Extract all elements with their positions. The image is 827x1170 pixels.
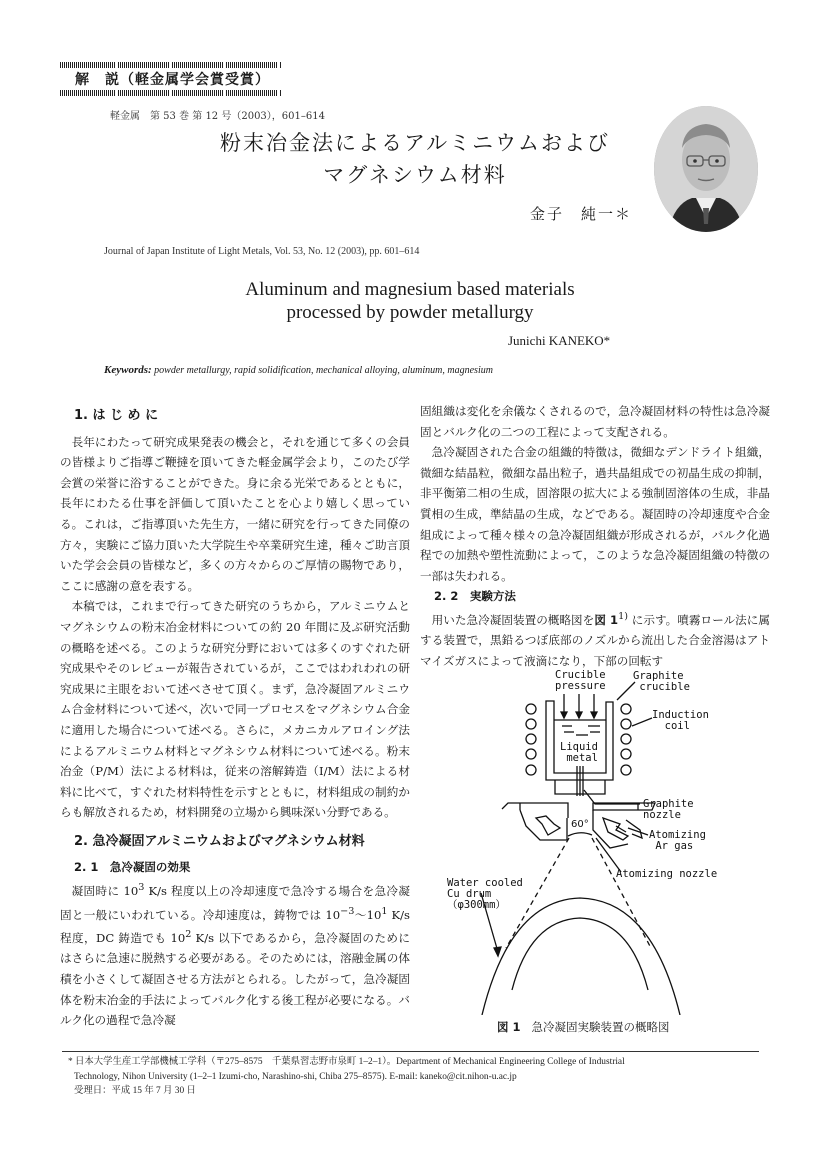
superscript: 2 — [185, 928, 192, 940]
label-water-cooled-drum — [447, 878, 523, 911]
label-text: Ar gas — [655, 840, 694, 852]
label-induction-coil — [652, 710, 709, 732]
label-graphite-crucible — [633, 671, 690, 693]
author-jp: 金子 純一＊ — [530, 205, 633, 223]
keywords — [104, 364, 493, 376]
journal-citation-en: Journal of Japan Institute of Light Metals, Vol. 53, No. 12 (2003), pp. 601–614 — [104, 246, 420, 257]
footnote-divider — [62, 1051, 759, 1052]
section-2-1-heading: 2. 1 急冷凝固の効果 — [74, 860, 191, 875]
section-2-2-heading: 2. 2 実験方法 — [434, 589, 516, 604]
section-1-heading: 1. は じ め に — [74, 408, 159, 423]
text-run: に示す。噴霧ロール法に属する装置で，黒鉛るつぼ底部のノズルから流出した合金溶湯はアトマイズガスによって液滴になり，下部の回転す — [420, 612, 770, 668]
footnote-address: Technology, Nihon University (1–2–1 Izumi-cho, Narashino-shi, Chiba 275–8575). E-mail: kaneko@cit.nihon-u.ac.jp — [74, 1071, 517, 1082]
label-text: Water cooled — [447, 877, 523, 889]
right-column — [420, 401, 770, 672]
text-run: 凝固時に 10 — [71, 883, 139, 898]
title-jp-line1: 粉末冶金法によるアルミニウムおよび — [220, 131, 610, 155]
label-graphite-nozzle: Graphite nozzle — [643, 798, 694, 821]
text-run: K/s 以下であるから，急冷凝固のためにはさらに急速に脱熱する必要がある。そのためには，溶融金属の体積を小さくして凝固させる方法がとられる。したがって，急冷凝固体を粉末冶金的手法によってバルク化する後工程が必要になる。バルク化の過程で急冷凝 — [60, 930, 411, 1028]
label-crucible-pressure — [555, 670, 606, 692]
text-run: 〜10 — [354, 907, 382, 922]
header-rule-bottom — [60, 90, 281, 96]
text-run: K/s 程度以上の冷却速度で急冷する場合を急冷凝固と一般にいわれている。冷却速度は，鋳物では 10 — [60, 883, 410, 922]
title-jp-line2: マグネシウム材料 — [323, 163, 507, 187]
title-en-line1: Aluminum and magnesium based materials — [245, 279, 575, 300]
footnote-received-date: 受理日：平成 15 年 7 月 30 日 — [74, 1086, 196, 1096]
right-paragraph-1: 固組織は変化を余儀なくされるので，急冷凝固材料の特性は急冷凝固とバルク化の二つの工程によって支配される。 — [420, 404, 770, 439]
left-column — [60, 406, 410, 1031]
label-liquid-metal — [560, 742, 598, 764]
right-paragraph-2: 急冷凝固された合金の組織的特徴は，微細なデンドライト組織，微細な結晶粒，微細な晶出粒子，過共晶組成での初晶生成の抑制，非平衡第二相の生成，固溶限の拡大による強制固溶体の生成，非晶質相の生成，準結晶の生成，などである。凝固時の冷却速度や合金組成によって種々様々の急冷凝固組織が形成されるが，バルク化過程での加熱や塑性流動によって，このような急冷凝固組織の特徴の一部は失われる。 — [420, 445, 770, 583]
label-text: crucible — [639, 681, 690, 693]
text-run: K/s 程度，DC 鋳造でも 10 — [60, 907, 410, 945]
citation-superscript[interactable]: 1) — [618, 610, 628, 622]
text-run: 用いた急冷凝固装置の概略図を — [431, 612, 595, 627]
caption-text: 急冷凝固実験装置の概略図 — [531, 1020, 670, 1034]
portrait-icon — [654, 106, 758, 232]
journal-citation-jp: 軽金属 第 53 巻 第 12 号（2003），601–614 — [110, 111, 325, 122]
label-text: coil — [664, 720, 690, 732]
label-text: metal — [566, 752, 598, 764]
label-atomizing-gas — [649, 830, 706, 852]
keywords-label: Keywords: — [104, 364, 152, 376]
footnote-affiliation: * 日本大学生産工学部機械工学科（〒275–8575 千葉県習志野市泉町 1–2–1）。Department of Mechanical Engineering College of Industrial — [68, 1057, 625, 1067]
footnote — [68, 1055, 768, 1099]
title-en-line2: processed by powder metallurgy — [286, 302, 534, 323]
label-text: Crucible — [555, 669, 606, 681]
label-text: Liquid — [560, 741, 598, 753]
author-photo — [654, 106, 758, 232]
superscript: 3 — [138, 882, 145, 894]
section-2-1-paragraph-1 — [60, 878, 410, 1031]
label-text: Cu drum — [447, 888, 492, 900]
figure-reference[interactable]: 図 1 — [594, 612, 619, 627]
section-2-heading: 2. 急冷凝固アルミニウムおよびマグネシウム材料 — [74, 833, 365, 849]
section-label: 解 説（軽金属学会賞受賞） — [75, 72, 270, 88]
label-text: （φ300mm） — [447, 899, 506, 911]
label-text: Graphite — [633, 670, 684, 682]
superscript: 1 — [381, 905, 388, 917]
label-text: Induction — [652, 709, 709, 721]
figure-1-caption — [497, 1019, 669, 1035]
keywords-list: powder metallurgy, rapid solidification, mechanical alloying, aluminum, magnesium — [154, 365, 493, 376]
superscript: −3 — [340, 905, 355, 917]
caption-number: 図 1 — [497, 1020, 521, 1034]
figure-1 — [430, 660, 730, 1015]
section-1-paragraph-2: 本稿では，これまで行ってきた研究のうちから，アルミニウムとマグネシウムの粉末冶金材料についての約 20 年間に及ぶ研究活動の概略を述べる。このような研究分野においては多くのすぐれた研究成果やそのレビューが報告されているが，ここではわれわれの研究成果に主眼をおいて述べさせて頂く。まず，急冷凝固アルミニウム合金材料について述べ，次いで同一プロセスをマグネシウム合金に適用した場合について述べる。さらに，メカニカルアロイング法によるアルミニウム材料とマグネシウム材料について述べる。粉末冶金（P/M）法による材料は，従来の溶解鋳造（I/M）法による材料に比べて，すぐれた材料特性を示すとともに，材料組成の制約からも解放されるため，材料開発の立場から興味深い分野である。 — [60, 599, 410, 820]
label-atomizing-nozzle: Atomizing nozzle — [616, 868, 718, 880]
author-en: Junichi KANEKO* — [508, 333, 611, 348]
section-1-paragraph-1: 長年にわたって研究成果発表の機会と，それを通じて多くの会員の皆様よりご指導ご鞭撻を頂いてきた軽金属学会より，このたび学会賞の栄誉に浴することができた。身に余る光栄であるとともに，長年にわたる仕事を評価して頂いたことを心より嬉しく思っている。これは，ご指導頂いた先生方，一緒に研究を行ってきた同僚の方々，実験にご協力頂いた大学院生や卒業研究生達，種々ご助言頂いた学会会員の皆様など，多くの方々からのご厚情の賜物であり，ここに感謝の意を表する。 — [60, 434, 410, 593]
label-text: pressure — [555, 680, 606, 692]
label-angle: 60° — [571, 819, 589, 830]
header-rule-top — [60, 62, 281, 68]
label-text: Atomizing — [649, 829, 706, 841]
